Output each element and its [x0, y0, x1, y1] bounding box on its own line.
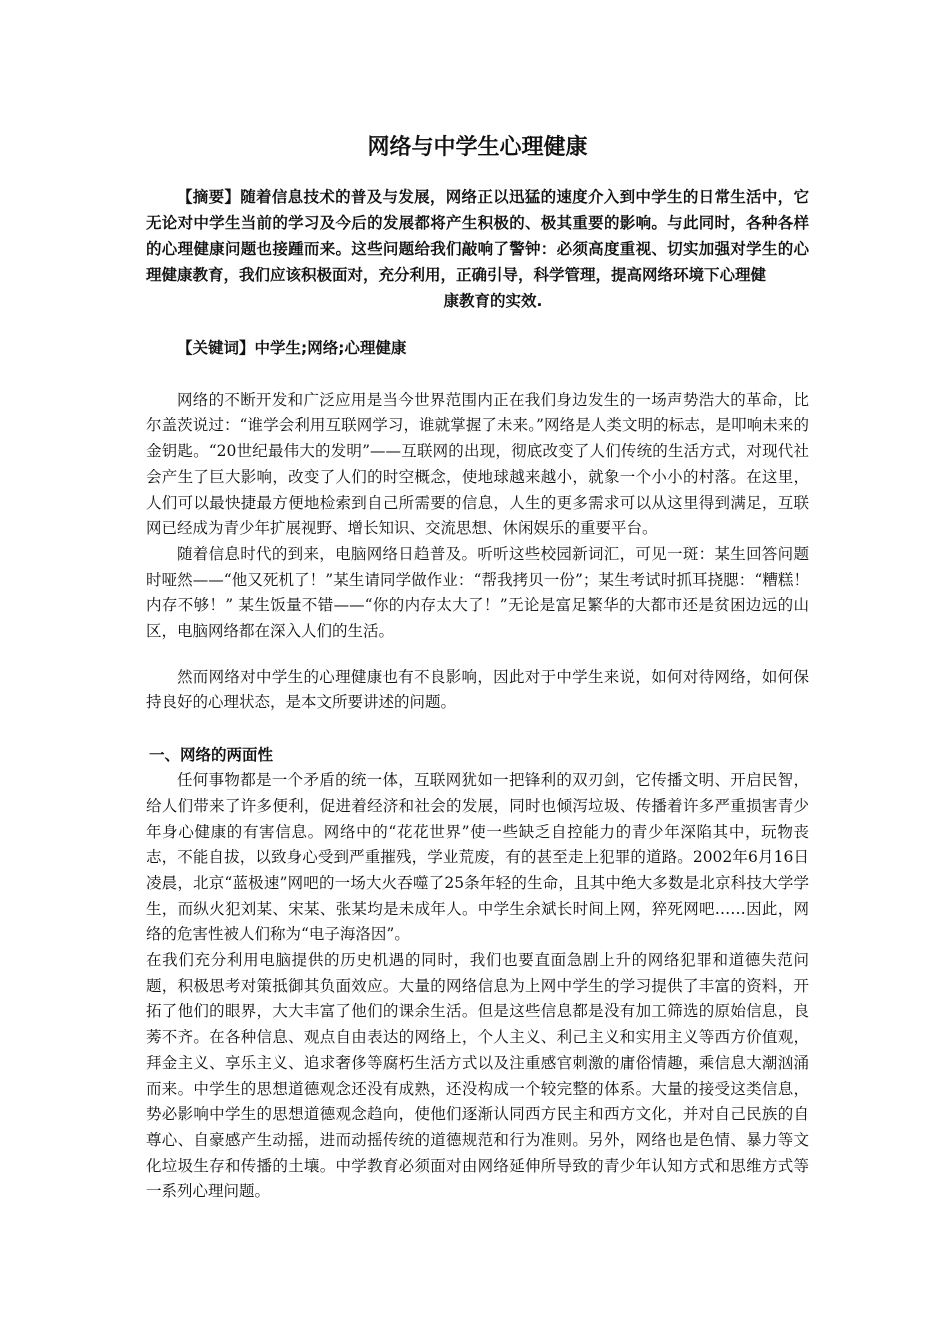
intro-paragraph-2: 随着信息时代的到来，电脑网络日趋普及。听听这些校园新词汇，可见一斑：某生回答问题时哑然——“他又死机了！”某生请同学做作业：“帮我拷贝一份”；某生考试时抓耳挠腮：“糟糕！内存不够！” 某生饭量不错——“你的内存太大了！”无论是富足繁华的大都市还是贫困边远的山区，电脑网络都在深入人们的生活。 — [146, 544, 809, 641]
keywords-label: 【关键词】 — [177, 339, 255, 357]
section-paragraph-1: 任何事物都是一个矛盾的统一体，互联网犹如一把锋利的双刃剑，它传播文明、开启民智，给人们带来了许多便利，促进着经济和社会的发展，同时也倾泻垃圾、传播着许多严重损害青少年身心健康的有害信息。网络中的“花花世界”使一些缺乏自控能力的青少年深陷其中，玩物丧志，不能自拔，以致身心受到严重摧残，学业荒废，有的甚至走上犯罪的道路。2002年6月16日凌晨，北京“蓝极速”网吧的一场大火吞噬了25条年轻的生命，且其中绝大多数是北京科技大学学生，而纵火犯刘某、宋某、张某均是未成年人。中学生余斌长时间上网，猝死网吧……因此，网络的危害性被人们称为“电子海洛因”。 — [146, 771, 809, 944]
transition-paragraph: 然而网络对中学生的心理健康也有不良影响，因此对于中学生来说，如何对待网络，如何保持良好的心理状态，是本文所要讲述的问题。 — [146, 667, 809, 712]
document-title: 网络与中学生心理健康 — [367, 135, 588, 160]
spacer — [146, 716, 809, 742]
abstract — [146, 184, 809, 314]
intro-paragraph-1: 网络的不断开发和广泛应用是当今世界范围内正在我们身边发生的一场声势浩大的革命，比尔盖茨说过：“谁学会利用互联网学习，谁就掌握了未来。”网络是人类文明的标志，是叩响未来的金钥匙。“20世纪最伟大的发明”——互联网的出现，彻底改变了人们传统的生活方式，对现代社会产生了巨大影响，改变了人们的时空概念，使地球越来越小，就象一个小小的村落。在这里，人们可以最快捷最方便地检索到自己所需要的信息，人生的更多需求可以从这里得到满足，互联网已经成为青少年扩展视野、增长知识、交流思想、休闲娱乐的重要平台。 — [146, 390, 809, 538]
section-heading: 一、网络的两面性 — [149, 746, 274, 765]
section-paragraph-2: 在我们充分利用电脑提供的历史机遇的同时，我们也要直面急剧上升的网络犯罪和道德失范问题，积极思考对策抵御其负面效应。大量的网络信息为上网中学生的学习提供了丰富的资料，开拓了他们的眼界，大大丰富了他们的课余生活。但是这些信息都是没有加工筛选的原始信息，良莠不齐。在各种信息、观点自由表达的网络上，个人主义、利己主义和实用主义等西方价值观，拜金主义、享乐主义、追求奢侈等腐朽生活方式以及注重感官刺激的庸俗情趣，乘信息大潮汹涌而来。中学生的思想道德观念还没有成熟，还没构成一个较完整的体系。大量的接受这类信息，势必影响中学生的思想道德观念趋向，使他们逐渐认同西方民主和西方文化，并对自己民族的自尊心、自豪感产生动摇，进而动摇传统的道德规范和行为准则。另外，网络也是色情、暴力等文化垃圾生存和传播的土壤。中学教育必须面对由网络延伸所导致的青少年认知方式和思维方式等一系列心理问题。 — [146, 951, 809, 1201]
keywords-text: 中学生;网络;心理健康 — [254, 339, 407, 357]
spacer — [146, 645, 809, 665]
abstract-label: 【摘要】 — [177, 188, 241, 206]
abstract-last-line: 康教育的实效. — [443, 292, 543, 310]
spacer — [146, 362, 809, 388]
document-page — [146, 128, 809, 1205]
abstract-text: 随着信息技术的普及与发展，网络正以迅猛的速度介入到中学生的日常生活中，它无论对中学生当前的学习及今后的发展都将产生积极的、极其重要的影响。与此同时，各种各样的心理健康问题也接踵而来。这些问题给我们敲响了警钟：必须高度重视、切实加强对学生的心理健康教育，我们应该积极面对，充分利用，正确引导，科学管理，提高网络环境下心理健 — [146, 188, 809, 284]
keywords — [146, 336, 809, 362]
